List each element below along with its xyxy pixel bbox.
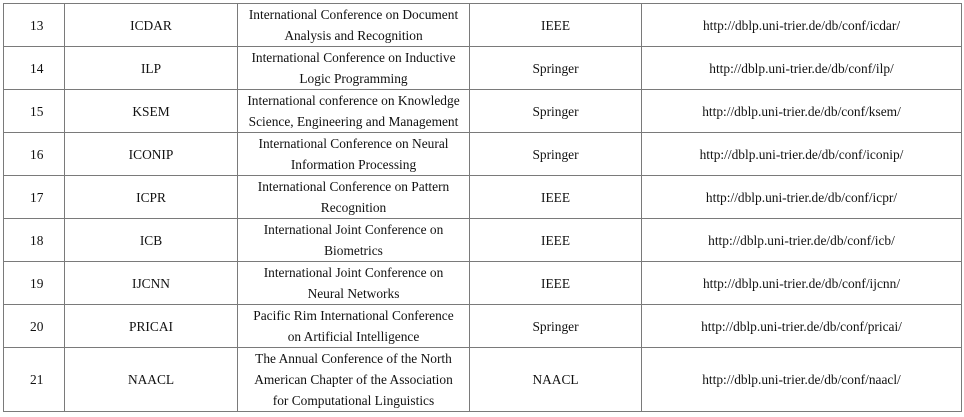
name-line: Logic Programming <box>299 71 408 86</box>
name-line: Recognition <box>320 200 387 215</box>
row-number: 21 <box>4 348 65 412</box>
conference-full-name <box>238 47 470 90</box>
table-row <box>4 47 962 90</box>
conference-full-name <box>238 219 470 262</box>
publisher: NAACL <box>470 348 642 412</box>
dblp-url: http://dblp.uni-trier.de/db/conf/pricai/ <box>642 305 962 348</box>
row-number: 16 <box>4 133 65 176</box>
name-line: International Joint Conference on <box>263 265 444 280</box>
dblp-url: http://dblp.uni-trier.de/db/conf/ilp/ <box>642 47 962 90</box>
name-line: International Conference on Inductive <box>251 50 456 65</box>
row-number: 13 <box>4 4 65 47</box>
dblp-url: http://dblp.uni-trier.de/db/conf/icdar/ <box>642 4 962 47</box>
publisher: IEEE <box>470 4 642 47</box>
row-number: 19 <box>4 262 65 305</box>
conference-abbreviation: ICONIP <box>65 133 238 176</box>
table-row <box>4 305 962 348</box>
publisher: Springer <box>470 133 642 176</box>
publisher: IEEE <box>470 176 642 219</box>
conference-full-name <box>238 4 470 47</box>
name-line: International conference on Knowledge <box>247 93 460 108</box>
dblp-url: http://dblp.uni-trier.de/db/conf/ksem/ <box>642 90 962 133</box>
table-row <box>4 176 962 219</box>
name-line: Analysis and Recognition <box>284 28 423 43</box>
publisher: IEEE <box>470 262 642 305</box>
table-row <box>4 262 962 305</box>
table-row <box>4 4 962 47</box>
conference-table-body <box>4 4 962 412</box>
conference-abbreviation: KSEM <box>65 90 238 133</box>
row-number: 20 <box>4 305 65 348</box>
dblp-url: http://dblp.uni-trier.de/db/conf/icb/ <box>642 219 962 262</box>
name-line: Neural Networks <box>307 286 400 301</box>
name-line: International Joint Conference on <box>263 222 444 237</box>
conference-full-name <box>238 90 470 133</box>
publisher: Springer <box>470 305 642 348</box>
row-number: 15 <box>4 90 65 133</box>
name-line: The Annual Conference of the North <box>255 351 452 366</box>
name-line: on Artificial Intelligence <box>287 329 420 344</box>
publisher: Springer <box>470 90 642 133</box>
row-number: 14 <box>4 47 65 90</box>
dblp-url: http://dblp.uni-trier.de/db/conf/iconip/ <box>642 133 962 176</box>
name-line: for Computational Linguistics <box>272 393 435 408</box>
publisher: Springer <box>470 47 642 90</box>
conference-full-name <box>238 262 470 305</box>
conference-abbreviation: PRICAI <box>65 305 238 348</box>
conference-full-name <box>238 176 470 219</box>
table-row <box>4 219 962 262</box>
conference-abbreviation: ICDAR <box>65 4 238 47</box>
conference-table <box>3 3 962 412</box>
publisher: IEEE <box>470 219 642 262</box>
dblp-url: http://dblp.uni-trier.de/db/conf/icpr/ <box>642 176 962 219</box>
name-line: International Conference on Document <box>248 7 459 22</box>
name-line: Information Processing <box>290 157 417 172</box>
dblp-url: http://dblp.uni-trier.de/db/conf/naacl/ <box>642 348 962 412</box>
table-row <box>4 348 962 412</box>
conference-full-name <box>238 133 470 176</box>
name-line: International Conference on Neural <box>258 136 449 151</box>
row-number: 17 <box>4 176 65 219</box>
conference-abbreviation: ICPR <box>65 176 238 219</box>
dblp-url: http://dblp.uni-trier.de/db/conf/ijcnn/ <box>642 262 962 305</box>
conference-full-name <box>238 348 470 412</box>
table-row <box>4 133 962 176</box>
conference-abbreviation: ICB <box>65 219 238 262</box>
name-line: Science, Engineering and Management <box>248 114 459 129</box>
conference-abbreviation: ILP <box>65 47 238 90</box>
table-row <box>4 90 962 133</box>
row-number: 18 <box>4 219 65 262</box>
conference-full-name <box>238 305 470 348</box>
name-line: Biometrics <box>324 243 383 258</box>
name-line: Pacific Rim International Conference <box>253 308 454 323</box>
name-line: International Conference on Pattern <box>257 179 450 194</box>
conference-abbreviation: NAACL <box>65 348 238 412</box>
conference-abbreviation: IJCNN <box>65 262 238 305</box>
name-line: American Chapter of the Association <box>254 372 453 387</box>
